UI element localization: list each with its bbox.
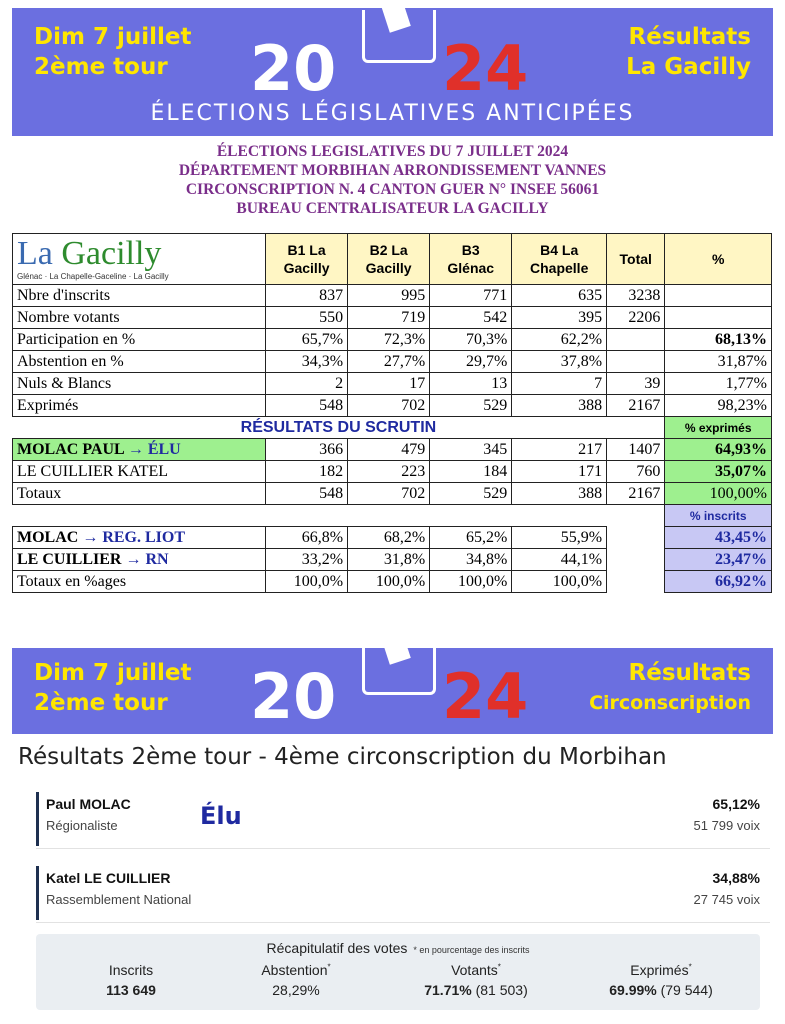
cell: 7 [512, 373, 607, 395]
elected-badge: Élu [200, 802, 242, 830]
table-row [13, 307, 772, 329]
recap-extra: (79 544) [660, 982, 713, 998]
col-header: B3 Glénac [430, 234, 512, 285]
row-label: Nbre d'inscrits [13, 285, 266, 307]
cell: 529 [430, 395, 512, 417]
heading-line: BUREAU CENTRALISATEUR LA GACILLY [236, 200, 549, 217]
cell: 771 [430, 285, 512, 307]
table-row [13, 329, 772, 351]
top-banner [12, 8, 773, 136]
cell: 66,8% [266, 527, 348, 549]
cell: 100,0% [348, 571, 430, 593]
candidate-pct: 65,12% [712, 796, 760, 812]
row-label: Nombre votants [13, 307, 266, 329]
cell: 29,7% [430, 351, 512, 373]
banner-round-line: 2ème tour [34, 690, 168, 716]
cell: 171 [512, 461, 607, 483]
cell: 17 [348, 373, 430, 395]
banner-date [34, 22, 191, 82]
candidate-bar [36, 792, 39, 846]
cell: 55,9% [512, 527, 607, 549]
banner-subtitle: ÉLECTIONS LÉGISLATIVES ANTICIPÉES [150, 101, 635, 126]
recap-exprimes: Exprimés* 69.99% (79 544) [609, 962, 713, 998]
recap-value: 71.71% [424, 982, 472, 998]
molac-party-label: MOLAC → REG. LIOT [13, 527, 266, 549]
table-row [13, 549, 772, 571]
banner-scope-line: Circonscription [589, 692, 751, 714]
cell: 635 [512, 285, 607, 307]
table-row [13, 483, 772, 505]
cell: 2206 [607, 307, 665, 329]
recap-extra: (81 503) [475, 982, 528, 998]
bottom-banner [12, 648, 773, 734]
cell: 43,45% [665, 527, 772, 549]
banner-commune-line: La Gacilly [626, 54, 751, 80]
row-label: Participation en % [13, 329, 266, 351]
cell: 65,7% [266, 329, 348, 351]
cell: 64,93% [665, 439, 772, 461]
cell: 345 [430, 439, 512, 461]
cell: 65,2% [430, 527, 512, 549]
circonscription-title: Résultats 2ème tour - 4ème circonscription du Morbihan [18, 744, 667, 770]
row-label: Exprimés [13, 395, 266, 417]
cell: 542 [430, 307, 512, 329]
candidate-name: Paul MOLAC [46, 796, 131, 812]
cell: 100,0% [430, 571, 512, 593]
empty-cell [607, 527, 665, 549]
recap-votants: Votants* 71.71% (81 503) [424, 962, 528, 998]
banner-results [589, 658, 751, 718]
cell: 39 [607, 373, 665, 395]
cell: 100,0% [266, 571, 348, 593]
table-row [13, 439, 772, 461]
cell: 33,2% [266, 549, 348, 571]
cell: 70,3% [430, 329, 512, 351]
year-part-2: 24 [442, 32, 529, 105]
cell: 31,8% [348, 549, 430, 571]
cell: 31,87% [665, 351, 772, 373]
cell: 37,8% [512, 351, 607, 373]
banner-date-line: Dim 7 juillet [34, 660, 192, 686]
cell: 548 [266, 395, 348, 417]
votes-recap [36, 934, 760, 1010]
candidate-name: Katel LE CUILLIER [46, 870, 171, 886]
table-row [13, 351, 772, 373]
cell: 13 [430, 373, 512, 395]
ballot-box-icon [362, 648, 436, 695]
table-row [13, 285, 772, 307]
cell: 760 [607, 461, 665, 483]
candidate-party: Rassemblement National [46, 892, 192, 907]
candidate-bar [36, 866, 39, 920]
banner-date [34, 658, 191, 718]
cell: 366 [266, 439, 348, 461]
banner-results-line: Résultats [628, 24, 751, 50]
cell [665, 307, 772, 329]
scrutin-title: RÉSULTATS DU SCRUTIN [240, 418, 437, 436]
cell: 27,7% [348, 351, 430, 373]
cell: 35,07% [665, 461, 772, 483]
candidate-votes: 27 745 voix [693, 892, 760, 907]
table-row [13, 571, 772, 593]
candidate-card-molac [36, 790, 770, 849]
cell: 100,00% [665, 483, 772, 505]
recap-value: 69.99% [609, 982, 657, 998]
cuillier-party-label: LE CUILLIER → RN [13, 549, 266, 571]
cell: 1,77% [665, 373, 772, 395]
pct-exprimes-label: % exprimés [665, 417, 772, 439]
cell: 66,92% [665, 571, 772, 593]
recap-inscrits: Inscrits 113 649 [76, 962, 186, 998]
la-gacilly-logo [13, 234, 266, 285]
cell: 2 [266, 373, 348, 395]
cell: 98,23% [665, 395, 772, 417]
recap-abstention: Abstention* 28,29% [231, 962, 361, 998]
cell: 3238 [607, 285, 665, 307]
cell: 995 [348, 285, 430, 307]
cell: 1407 [607, 439, 665, 461]
cell: 479 [348, 439, 430, 461]
year-part-2: 24 [442, 660, 529, 733]
cell: 719 [348, 307, 430, 329]
cell: 62,2% [512, 329, 607, 351]
candidate-votes: 51 799 voix [693, 818, 760, 833]
table-row [13, 373, 772, 395]
cell: 182 [266, 461, 348, 483]
cell: 2167 [607, 483, 665, 505]
row-label: Totaux en %ages [13, 571, 266, 593]
col-header: B1 La Gacilly [266, 234, 348, 285]
recap-note: * en pourcentage des inscrits [413, 945, 530, 955]
candidate-card-cuillier [36, 864, 770, 923]
col-header: % [665, 234, 772, 285]
cell [607, 329, 665, 351]
participation-total-cell: 68,13% [665, 329, 772, 351]
recap-title: Récapitulatif des votes * en pourcentage des inscrits [266, 940, 530, 956]
document-headings [0, 142, 785, 218]
cell [665, 285, 772, 307]
candidate-pct: 34,88% [712, 870, 760, 886]
banner-round-line: 2ème tour [34, 54, 168, 80]
cell: 702 [348, 483, 430, 505]
year-part-1: 20 [250, 32, 337, 105]
cell: 34,8% [430, 549, 512, 571]
table-row [13, 461, 772, 483]
heading-line: ÉLECTIONS LEGISLATIVES DU 7 JUILLET 2024 [216, 143, 569, 160]
row-label: Abstention en % [13, 351, 266, 373]
logo-text-la: La [17, 235, 62, 272]
table-row [13, 395, 772, 417]
year-part-1: 20 [250, 660, 337, 733]
row-label: Nuls & Blancs [13, 373, 266, 395]
banner-results [626, 22, 751, 82]
cell: 23,47% [665, 549, 772, 571]
col-header: B2 La Gacilly [348, 234, 430, 285]
cell: 395 [512, 307, 607, 329]
col-header: B4 La Chapelle [512, 234, 607, 285]
logo-tagline: Glénac · La Chapelle-Gaceline · La Gacilly [17, 272, 169, 281]
cell: 184 [430, 461, 512, 483]
cell: 388 [512, 483, 607, 505]
results-table [12, 233, 772, 593]
col-header: Total [607, 234, 665, 285]
pct-inscrits-label: % inscrits [665, 505, 772, 527]
cell: 548 [266, 483, 348, 505]
empty-cell [607, 549, 665, 571]
recap-value: 113 649 [106, 982, 156, 998]
cell: 388 [512, 395, 607, 417]
recap-value: 28,29% [272, 982, 320, 998]
candidate-party: Régionaliste [46, 818, 118, 833]
scrutin-header-row [13, 417, 772, 439]
cell: 529 [430, 483, 512, 505]
pct-inscrits-header-row [13, 505, 772, 527]
cell: 550 [266, 307, 348, 329]
table-row [13, 527, 772, 549]
banner-results-line: Résultats [628, 660, 751, 686]
banner-date-line: Dim 7 juillet [34, 24, 192, 50]
candidate-molac-label: MOLAC PAUL → ÉLU [13, 439, 266, 461]
ballot-box-icon [362, 10, 436, 63]
cell: 44,1% [512, 549, 607, 571]
cell: 72,3% [348, 329, 430, 351]
cell [607, 351, 665, 373]
cell: 217 [512, 439, 607, 461]
cell: 837 [266, 285, 348, 307]
cell: 68,2% [348, 527, 430, 549]
cell: 2167 [607, 395, 665, 417]
cell: 100,0% [512, 571, 607, 593]
cell: 702 [348, 395, 430, 417]
cell: 223 [348, 461, 430, 483]
heading-line: DÉPARTEMENT MORBIHAN ARRONDISSEMENT VANNES [178, 162, 607, 179]
row-label: LE CUILLIER KATEL [13, 461, 266, 483]
empty-cell [607, 571, 665, 593]
logo-text-gacilly: Gacilly [61, 235, 162, 272]
table-header-row [13, 234, 772, 285]
row-label: Totaux [13, 483, 266, 505]
heading-line: CIRCONSCRIPTION N. 4 CANTON GUER N° INSEE 56061 [185, 181, 600, 198]
cell: 34,3% [266, 351, 348, 373]
